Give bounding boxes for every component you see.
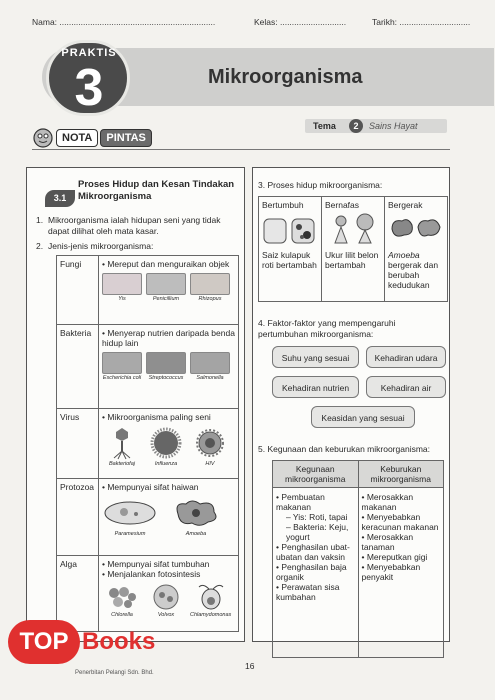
item1-number: 1.: [36, 215, 44, 225]
row-bullet: Mereput dan menguraikan objek: [107, 259, 230, 269]
list-item: Merosakkan makanan: [361, 492, 414, 512]
process-move: [385, 197, 448, 302]
row-bullet: Menjalankan fotosintesis: [107, 569, 201, 579]
praktis-number: 3: [74, 59, 104, 117]
pic-caption: Volvox: [157, 612, 175, 618]
pic-caption: Bakteriofaj: [109, 461, 135, 467]
divider: [32, 149, 450, 150]
row-bullet: Menyerap nutrien daripada benda hidup lain: [102, 328, 235, 348]
pic-caption: Yis: [118, 296, 126, 302]
nama-field: Nama: ..................................................................: [32, 17, 216, 27]
pintas-label: PINTAS: [100, 129, 152, 147]
row-bullet: Mempunyai sifat tumbuhan: [107, 559, 210, 569]
list-item: Penghasilan ubat-ubatan dan vaksin: [276, 542, 350, 562]
list-item: Perawatan sisa kumbahan: [276, 582, 340, 602]
process-desc: Saiz kulapuk roti bertambah: [262, 250, 317, 270]
section-number: 3.1: [45, 190, 75, 207]
keburukan-list: • Merosakkan makanan • Menyebabkan keracunan makanan • Merosakkan tanaman • Mereputkan gigi • Menyebabkan penyakit: [358, 488, 444, 658]
tema-label: Tema: [313, 121, 336, 131]
praktis-label: PRAKTIS: [61, 47, 117, 59]
process-desc: Ukur lilit belon bertambah: [325, 250, 379, 270]
row-label: Bakteria: [57, 325, 99, 409]
table-row: [57, 479, 239, 556]
penicillium-image: [146, 273, 186, 295]
kegunaan-header: Kegunaan mikroorganisma: [273, 461, 359, 488]
salmonella-image: [190, 352, 230, 374]
list-item: – Bakteria: Keju, yogurt: [286, 522, 349, 542]
page-title: Mikroorganisma: [208, 66, 363, 88]
item3-text: 3. Proses hidup mikroorganisma:: [258, 180, 383, 190]
kegunaan-list: • Pembuatan makanan – Yis: Roti, tapai – Bakteria: Keju, yogurt • Penghasilan ubat-ubatan dan vaksin • Penghasilan baja organik • Perawatan sisa kumbahan: [273, 488, 359, 658]
factor-pill: Kehadiran nutrien: [272, 376, 359, 398]
topbooks-logo: [8, 620, 155, 664]
influenza-image: [146, 426, 186, 460]
organism-table: [56, 255, 239, 632]
rhizopus-image: [190, 273, 230, 295]
item2-text: Jenis-jenis mikroorganisma:: [48, 241, 154, 251]
list-item: Merosakkan tanaman: [361, 532, 414, 552]
pic-caption: Paramesium: [114, 531, 146, 537]
item4-text: 4. Faktor-faktor yang mempengaruhi pertumbuhan mikroorganisma:: [258, 318, 396, 339]
tema-bar: [305, 119, 447, 133]
amoeba-image: [168, 496, 224, 530]
tarikh-field: Tarikh: ..............................: [372, 17, 471, 27]
bread-mould-image: [262, 213, 318, 245]
streptococcus-image: [146, 352, 186, 374]
pic-caption: Amoeba: [185, 531, 207, 537]
pic-caption: Salmonella: [196, 375, 224, 381]
process-head: Bernafas: [325, 200, 360, 210]
bacteriophage-image: [102, 426, 142, 460]
balloon-image: [325, 213, 381, 245]
mascot-icon: [32, 127, 54, 149]
row-bullet: Mempunyai sifat haiwan: [107, 482, 199, 492]
tema-name: Sains Hayat: [369, 121, 418, 131]
pic-caption: Escherichia coli: [102, 375, 142, 381]
logo-top: TOP: [8, 620, 80, 664]
list-item: Menyebabkan penyakit: [361, 562, 421, 582]
row-content: • Mereput dan menguraikan objek Yis Penicillium Rhizopus: [99, 256, 239, 325]
logo-books: Books: [82, 628, 156, 655]
pic-caption: Rhizopus: [198, 296, 222, 302]
keburukan-header: Keburukan mikroorganisma: [358, 461, 444, 488]
factor-pill: Kehadiran air: [366, 376, 446, 398]
list-item: – Yis: Roti, tapai: [286, 512, 348, 522]
row-content: • Menyerap nutrien daripada benda hidup lain Escherichia coli Streptococcus Salmonella: [99, 325, 239, 409]
row-label: Fungi: [57, 256, 99, 325]
process-grow: [259, 197, 322, 302]
page-number: 16: [245, 661, 255, 671]
process-desc-italic: Amoeba: [388, 250, 420, 260]
list-item: Penghasilan baja organik: [276, 562, 347, 582]
list-item: Pembuatan makanan: [276, 492, 325, 512]
nota-pintas: [32, 127, 152, 149]
tema-number: 2: [349, 119, 363, 133]
row-content: • Mikroorganisma paling seni Bakteriofaj Influenza HIV: [99, 409, 239, 479]
row-label: Virus: [57, 409, 99, 479]
chlorella-image: [102, 583, 142, 611]
list-item: Mereputkan gigi: [366, 552, 428, 562]
pic-caption: Chlamydomonas: [190, 612, 232, 618]
paramecium-image: [102, 496, 158, 530]
process-desc: bergerak dan berubah kedudukan: [388, 260, 439, 290]
pic-caption: Streptococcus: [148, 375, 184, 381]
factor-pill: Keasidan yang sesuai: [311, 406, 415, 428]
chlamydomonas-image: [191, 583, 231, 611]
list-item: Menyebabkan keracunan makanan: [361, 512, 439, 532]
process-head: Bertumbuh: [262, 200, 304, 210]
kelas-field: Kelas: ............................: [254, 17, 347, 27]
amoeba-moving-image: [388, 213, 444, 245]
table-row: [57, 256, 239, 325]
row-content: • Mempunyai sifat haiwan Paramesium Amoeba: [99, 479, 239, 556]
section-title: Proses Hidup dan Kesan Tindakan Mikroorganisma: [78, 179, 235, 202]
process-breathe: [322, 197, 385, 302]
pic-caption: Chlorella: [111, 612, 133, 618]
pic-caption: HIV: [205, 461, 215, 467]
uses-harms-table: [272, 460, 444, 658]
nota-label: NOTA: [56, 129, 98, 147]
row-label: Protozoa: [57, 479, 99, 556]
row-label: Alga: [57, 556, 99, 632]
hiv-image: [190, 426, 230, 460]
item1-text: Mikroorganisma ialah hidupan seni yang tidak dapat dilihat oleh mata kasar.: [48, 215, 221, 236]
volvox-image: [146, 583, 186, 611]
item2-number: 2.: [36, 241, 44, 251]
item5-text: 5. Kegunaan dan keburukan mikroorganisma:: [258, 444, 430, 454]
pic-caption: Influenza: [154, 461, 178, 467]
publisher: Penerbitan Pelangi Sdn. Bhd.: [75, 670, 154, 676]
yis-image: [102, 273, 142, 295]
process-head: Bergerak: [388, 200, 423, 210]
factor-pill: Suhu yang sesuai: [272, 346, 359, 368]
pic-caption: Penicillium: [152, 296, 180, 302]
table-row: [57, 325, 239, 409]
process-table: [258, 196, 448, 302]
factor-pill: Kehadiran udara: [366, 346, 446, 368]
table-row: [57, 409, 239, 479]
ecoli-image: [102, 352, 142, 374]
row-content: • Mempunyai sifat tumbuhan • Menjalankan fotosintesis Chlorella Volvox Chlamydomonas: [99, 556, 239, 632]
row-bullet: Mikroorganisma paling seni: [107, 412, 211, 422]
